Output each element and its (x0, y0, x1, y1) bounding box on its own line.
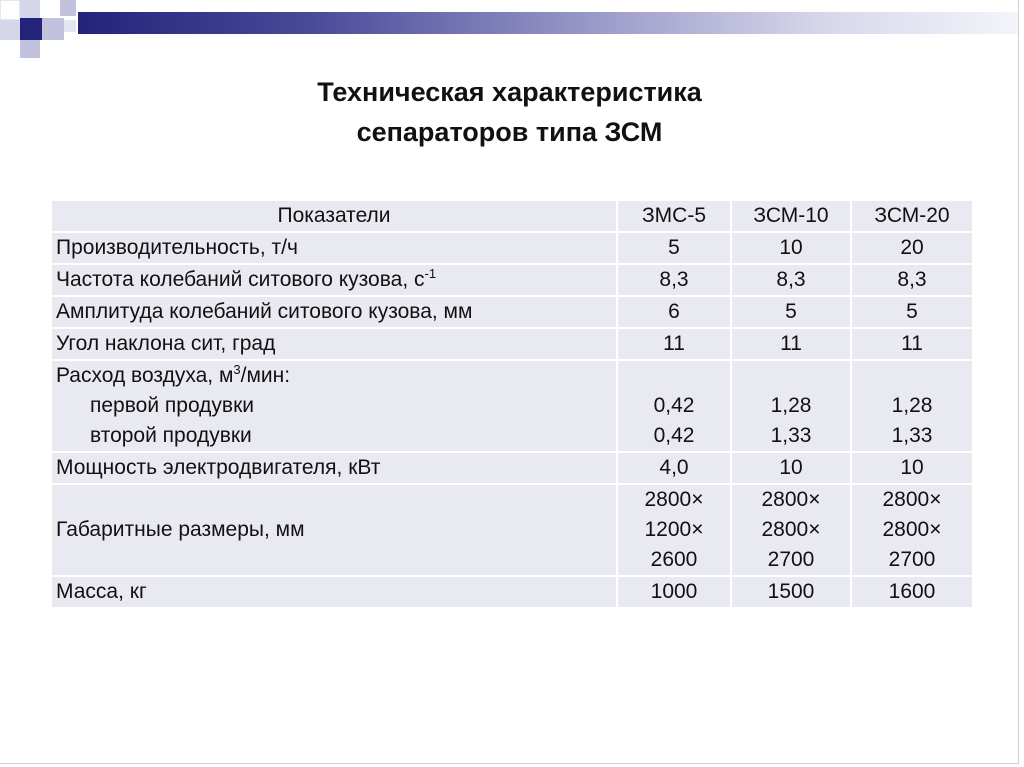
dim-part: 2700 (767, 548, 815, 571)
decor-square (0, 40, 20, 58)
sub-value: 1,33 (770, 424, 812, 447)
row-label-main (56, 361, 612, 391)
row-label (51, 360, 617, 452)
dim-part: 2800× (644, 488, 704, 511)
table-row (51, 484, 973, 576)
row-label-tail: /мин: (240, 364, 291, 387)
cell-value: 5 (731, 296, 851, 328)
decor-square (0, 20, 20, 40)
decor-square (64, 20, 76, 32)
table-header-row (51, 200, 973, 232)
header-cell: Показатели (51, 200, 617, 232)
decor-square (42, 18, 64, 40)
sub-value: 0,42 (653, 394, 695, 417)
header-cell: ЗСМ-20 (851, 200, 973, 232)
row-label-text: Частота колебаний ситового кузова, с (56, 268, 425, 291)
table-row (51, 360, 973, 452)
cell-value (851, 360, 973, 452)
cell-value (617, 484, 731, 576)
table-row (51, 232, 973, 264)
dim-part: 2800× (882, 518, 942, 541)
cell-value: 1500 (731, 576, 851, 608)
dim-part: 2700 (888, 548, 936, 571)
sub-value: 1,33 (891, 424, 933, 447)
row-label: Угол наклона сит, град (51, 328, 617, 360)
row-label-superscript: -1 (424, 266, 437, 281)
decor-square (0, 0, 20, 20)
dim-part: 2800× (761, 518, 821, 541)
cell-value: 8,3 (617, 264, 731, 296)
cell-value: 5 (851, 296, 973, 328)
decor-square (60, 0, 76, 16)
header-cell: ЗМС-5 (617, 200, 731, 232)
row-label-superscript: 3 (233, 362, 241, 377)
cell-value: 1000 (617, 576, 731, 608)
cell-value: 6 (617, 296, 731, 328)
spec-table (50, 199, 974, 609)
cell-value (851, 484, 973, 576)
title-line-1: Техническая характеристика (317, 77, 702, 107)
table-row (51, 296, 973, 328)
title-line-2: сепараторов типа ЗСМ (356, 117, 663, 147)
sub-value: 0,42 (653, 424, 695, 447)
row-label: Производительность, т/ч (51, 232, 617, 264)
row-label (51, 264, 617, 296)
dim-part: 2800× (761, 488, 821, 511)
table-row (51, 576, 973, 608)
cell-value: 8,3 (731, 264, 851, 296)
decor-square (20, 0, 40, 20)
slide-title (0, 72, 1019, 152)
cell-value: 11 (617, 328, 731, 360)
row-label-text: Расход воздуха, м (56, 364, 234, 387)
cell-value: 11 (731, 328, 851, 360)
cell-value: 5 (617, 232, 731, 264)
decor-square (20, 40, 40, 58)
table-row (51, 264, 973, 296)
header-cell: ЗСМ-10 (731, 200, 851, 232)
sub-value: 1,28 (891, 394, 933, 417)
row-label: Амплитуда колебаний ситового кузова, мм (51, 296, 617, 328)
decor-square (40, 0, 60, 20)
decor-square (20, 18, 42, 40)
cell-value (731, 360, 851, 452)
row-label: Мощность электродвигателя, кВт (51, 452, 617, 484)
cell-value: 10 (731, 452, 851, 484)
table-row (51, 328, 973, 360)
cell-value: 1600 (851, 576, 973, 608)
cell-value: 4,0 (617, 452, 731, 484)
cell-value: 8,3 (851, 264, 973, 296)
row-label: Масса, кг (51, 576, 617, 608)
cell-value: 10 (851, 452, 973, 484)
dim-part: 2800× (882, 488, 942, 511)
sub-row-label: первой продувки (90, 394, 254, 417)
sub-row-label: второй продувки (90, 424, 252, 447)
row-label: Габаритные размеры, мм (51, 484, 617, 576)
cell-value (731, 484, 851, 576)
sub-value: 1,28 (770, 394, 812, 417)
cell-value: 20 (851, 232, 973, 264)
cell-value (617, 360, 731, 452)
cell-value: 10 (731, 232, 851, 264)
dim-part: 1200× (644, 518, 704, 541)
table-row (51, 452, 973, 484)
dim-part: 2600 (650, 548, 698, 571)
header-gradient-band (78, 12, 1018, 34)
cell-value: 11 (851, 328, 973, 360)
